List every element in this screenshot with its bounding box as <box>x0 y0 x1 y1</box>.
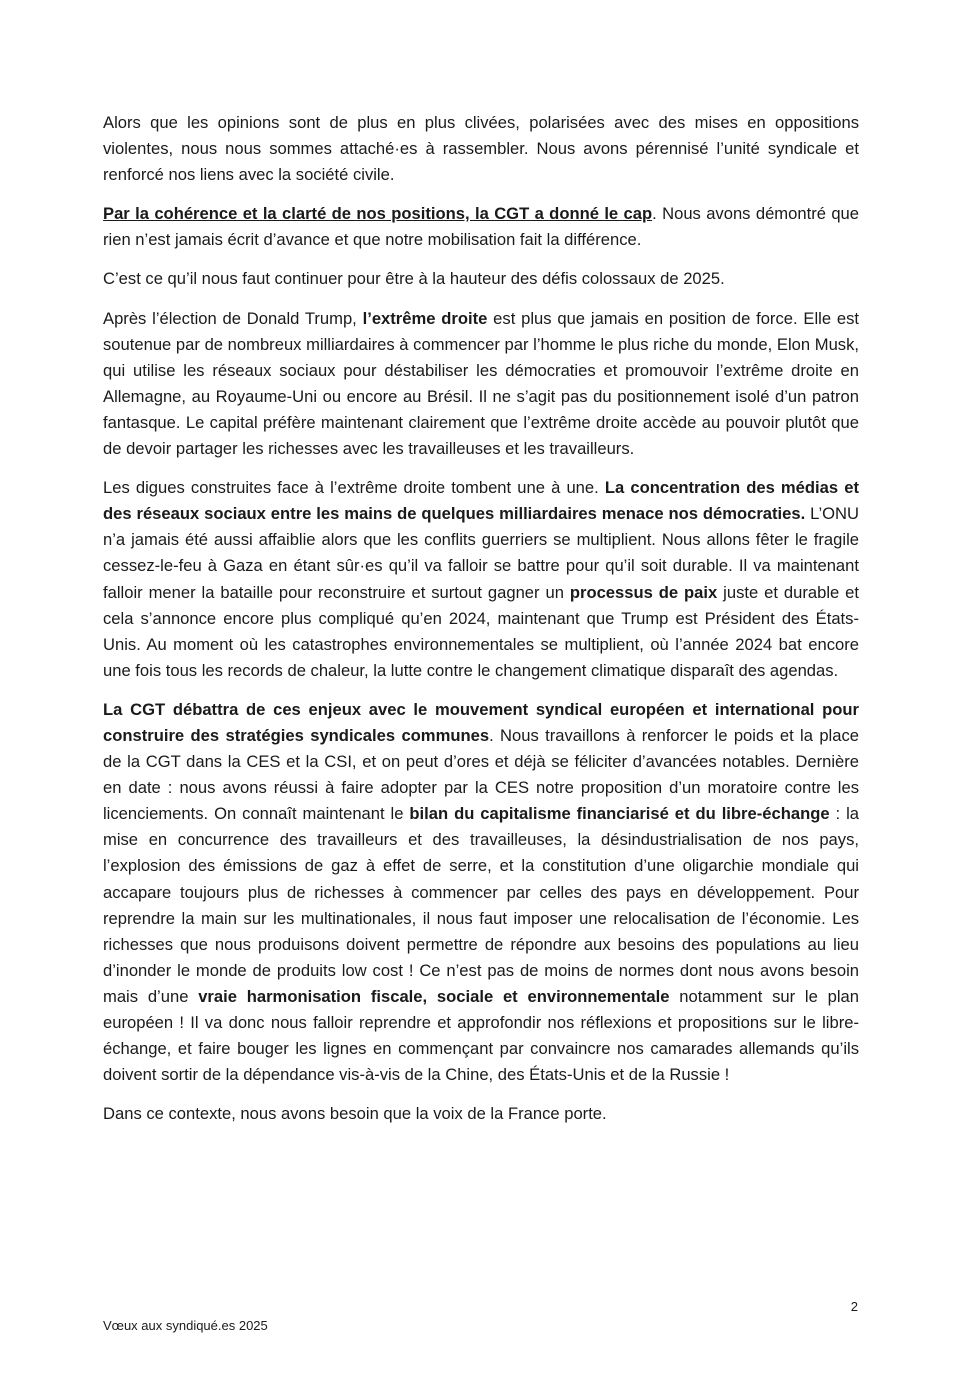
text-run: C’est ce qu’il nous faut continuer pour être à la hauteur des défis colossaux de 2025. <box>103 269 725 289</box>
text-run: Après l’élection de Donald Trump, <box>103 308 363 328</box>
text-run: Les digues construites face à l’extrême droite tombent une à une. <box>103 478 605 498</box>
text-run: L’ONU n’a jamais été aussi affaiblie alors que les conflits guerriers se multiplient. Nous allons fêter le fragile cessez-le-feu à Gaza en étant sûr·es qu’il va falloir se battre pour qu’il soit durable. Il va maintenant falloir mener la bataille pour reconstruire et surtout gagner un <box>103 504 860 602</box>
text-run: Dans ce contexte, nous avons besoin que la voix de la France porte. <box>103 1104 607 1124</box>
emphasis-run: processus de paix <box>569 582 718 602</box>
footer-document-title: Vœux aux syndiqué.es 2025 <box>103 1318 268 1333</box>
paragraph-5 <box>103 475 859 684</box>
text-run: notamment sur le plan européen ! Il va donc nous falloir reprendre et approfondir nos réflexions et propositions sur le libre-échange, et faire bouger les lignes en commençant par convaincre nos camarades allemands qu’ils doivent sortir de la dépendance vis-à-vis de la Chine, des États-Unis et de la Russie ! <box>103 986 859 1085</box>
paragraph-1 <box>103 110 859 188</box>
paragraph-6 <box>103 697 859 1088</box>
emphasis-run: Par la cohérence et la clarté de nos positions, la CGT a donné le cap <box>103 204 653 224</box>
text-run: . Nous avons démontré que rien n’est jamais écrit d’avance et que notre mobilisation fait la différence. <box>103 204 860 250</box>
paragraph-4 <box>103 306 859 463</box>
text-run: . Nous travaillons à renforcer le poids et la place de la CGT dans la CES et la CSI, et on peut d’ores et déjà se féliciter d’avancées notables. Dernière en date : nous avons réussi à faire adopter par la CES notre proposition d’un moratoire contre les licenciements. On connaît maintenant le <box>103 725 859 824</box>
paragraph-3 <box>103 266 859 292</box>
text-run: : la mise en concurrence des travailleurs et des travailleuses, la désindustrialisation de nos pays, l’explosion des émissions de gaz à effet de serre, et la constitution d’une oligarchie mondiale qui accapare toujours plus de richesses à commencer par celles des pays en développement. Pour reprendre la main sur les multinationales, il nous faut imposer une relocalisation de l’économie. Les richesses que nous produisons doivent permettre de répondre aux besoins des populations au lieu d’inonder le monde de produits low cost ! Ce n’est pas de moins de normes dont nous avons besoin mais d’une <box>103 804 859 1006</box>
paragraph-7 <box>103 1101 859 1127</box>
body-text <box>103 110 859 1140</box>
text-run: est plus que jamais en position de force. Elle est soutenue par de nombreux milliardaires à commencer par l’homme le plus riche du monde, Elon Musk, qui utilise les réseaux sociaux pour déstabiliser les démocraties et promouvoir l’extrême droite en Allemagne, au Royaume-Uni ou encore au Brésil. Il ne s’agit pas du positionnement isolé d’un patron fantasque. Le capital préfère maintenant clairement que l’extrême droite accède au pouvoir plutôt que de devoir partager les richesses avec les travailleuses et les travailleurs. <box>103 308 860 459</box>
emphasis-run: La CGT débattra de ces enjeux avec le mouvement syndical européen et international pour construire des stratégies syndicales communes <box>103 699 859 745</box>
text-run: Alors que les opinions sont de plus en plus clivées, polarisées avec des mises en oppositions violentes, nous nous sommes attaché·es à rassembler. Nous avons pérennisé l’unité syndicale et renforcé nos liens avec la société civile. <box>103 113 859 185</box>
page-number: 2 <box>850 1299 858 1314</box>
emphasis-run: La concentration des médias et des réseaux sociaux entre les mains de quelques milliardaires menace nos démocraties. <box>103 478 859 524</box>
emphasis-run: l’extrême droite <box>362 308 488 328</box>
emphasis-run: bilan du capitalisme financiarisé et du libre-échange <box>409 804 830 824</box>
emphasis-run: vraie harmonisation fiscale, sociale et environnementale <box>198 986 670 1006</box>
text-run: juste et durable et cela s’annonce encore plus compliqué qu’en 2024, maintenant que Trump est Président des États-Unis. Au moment où les catastrophes environnementales se multiplient, où l’année 2024 bat encore une fois tous les records de chaleur, la lutte contre le changement climatique disparaît des agendas. <box>103 582 859 680</box>
paragraph-2 <box>103 201 859 253</box>
